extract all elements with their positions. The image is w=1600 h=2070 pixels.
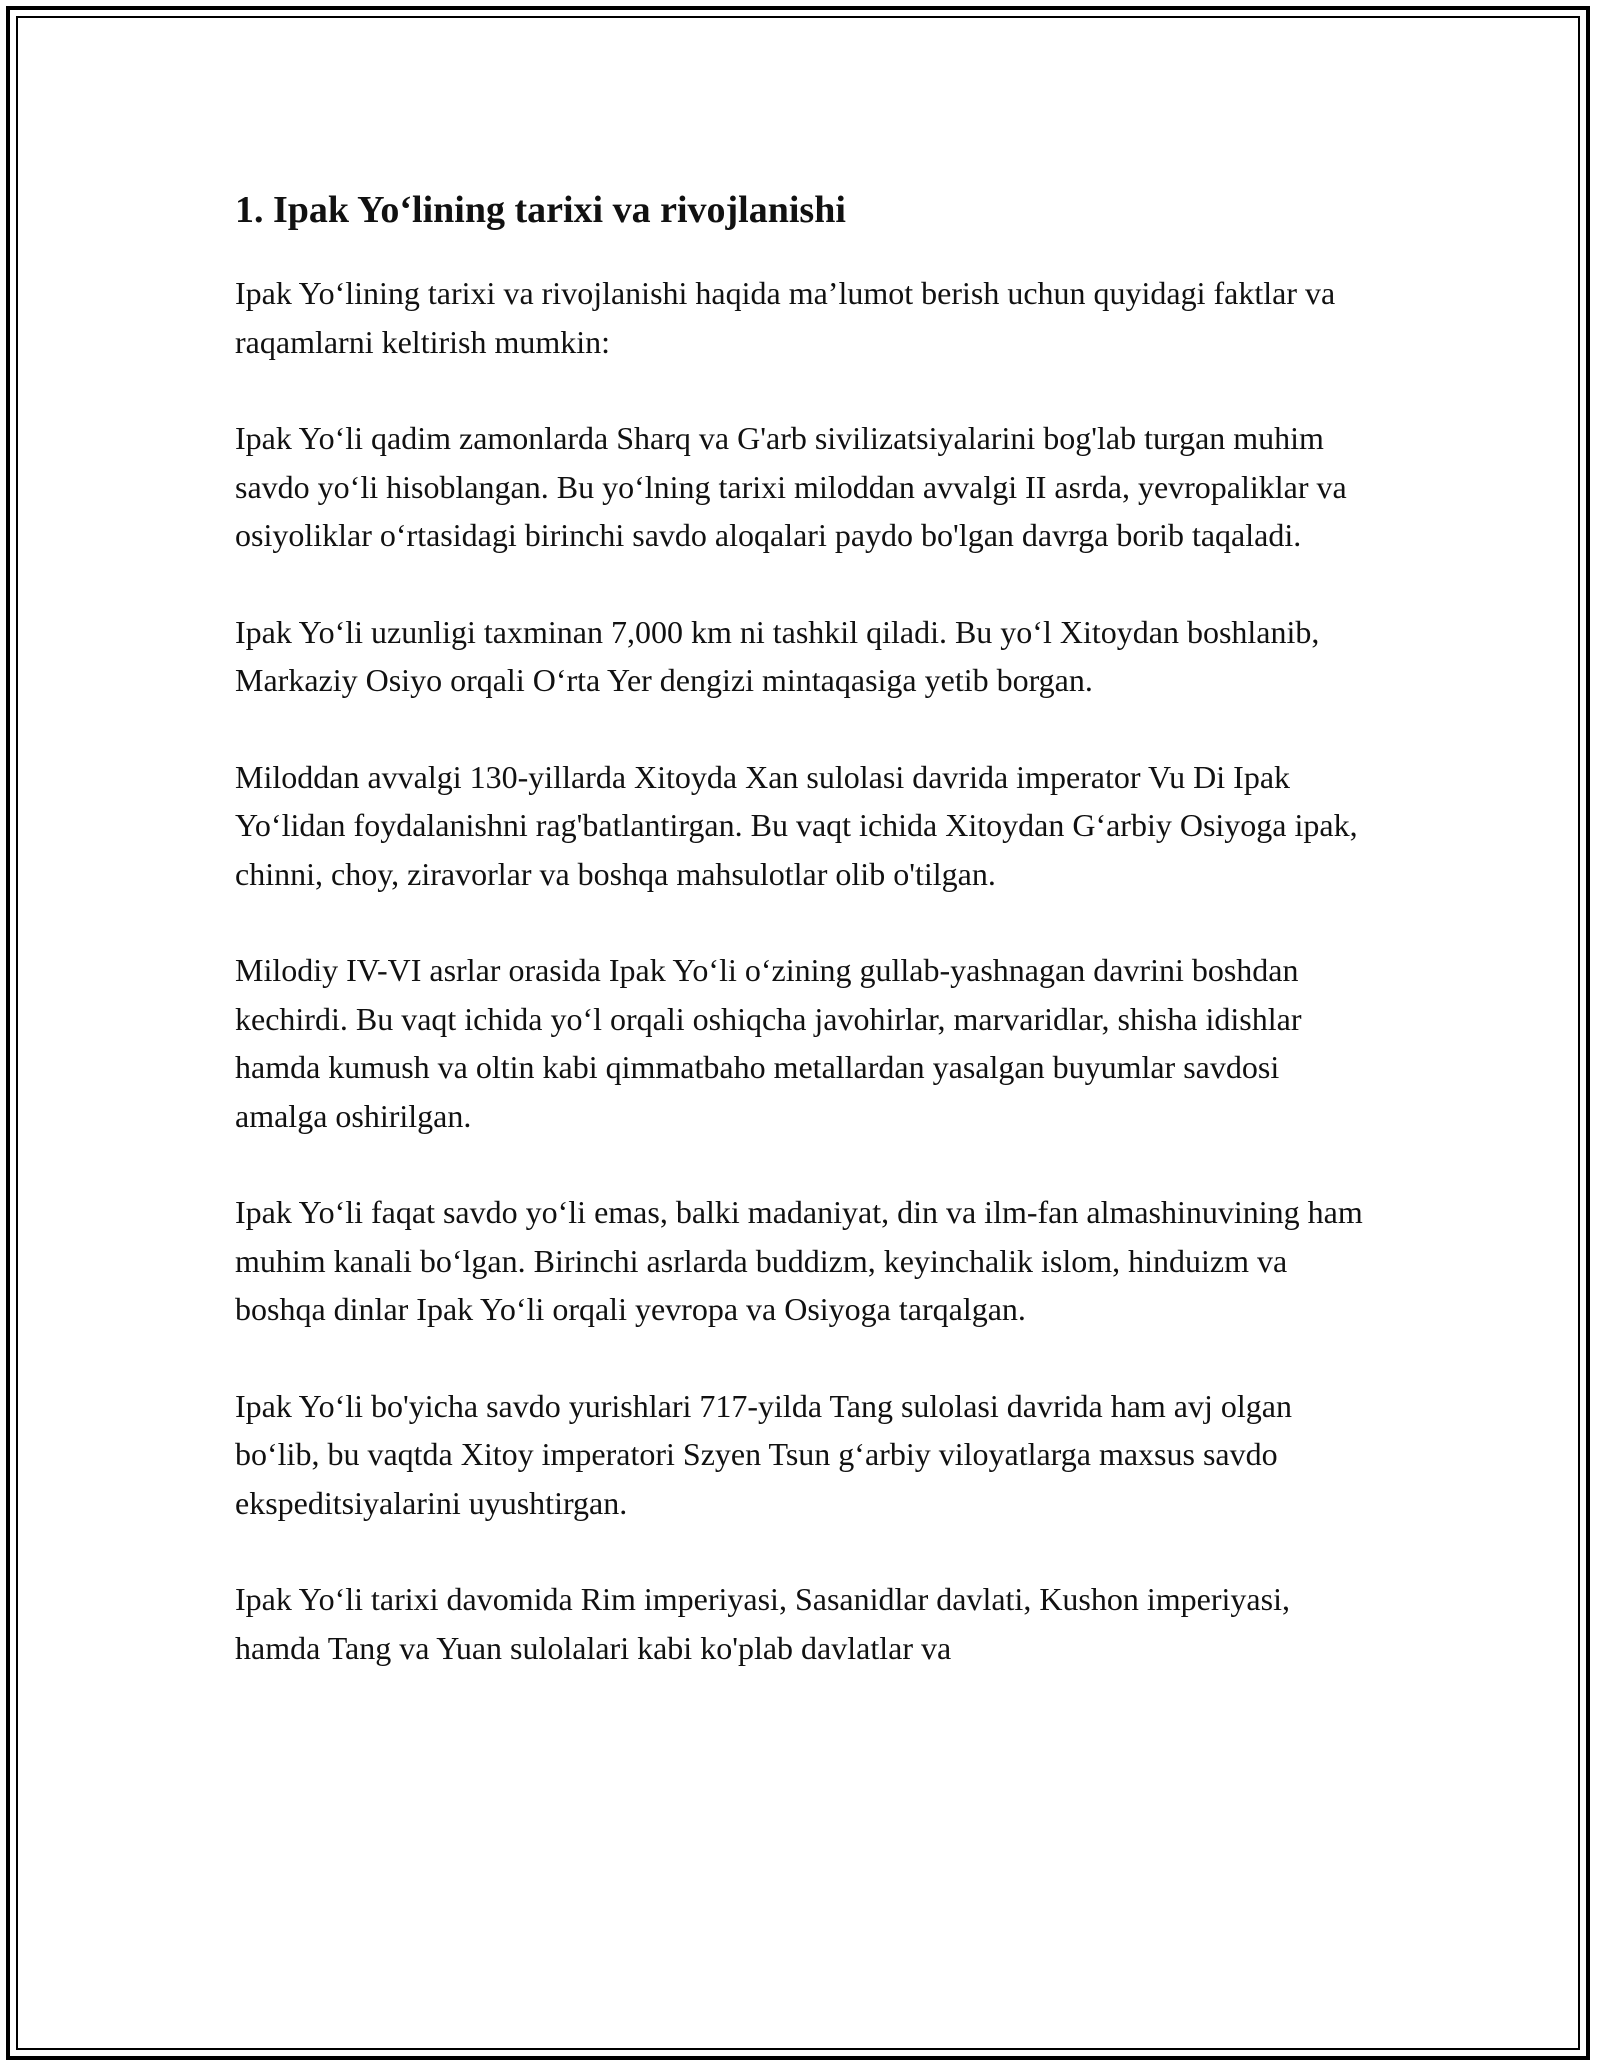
document-body <box>235 185 1375 1720</box>
paragraph-origin: Ipak Yo‘li qadim zamonlarda Sharq va G'arb sivilizatsiyalarini bog'lab turgan muhim savdo yo‘li hisoblangan. Bu yo‘lning tarixi miloddan avvalgi II asrda, yevropaliklar va osiyoliklar o‘rtasidagi birinchi savdo aloqalari paydo bo'lgan davrga borib taqaladi. <box>235 420 1347 553</box>
paragraph-intro: Ipak Yo‘lining tarixi va rivojlanishi haqida ma’lumot berish uchun quyidagi faktlar va raqamlarni keltirish mumkin: <box>235 275 1336 360</box>
paragraph-tang-dynasty: Ipak Yo‘li bo'yicha savdo yurishlari 717-yilda Tang sulolasi davrida ham avj olgan bo‘lib, bu vaqtda Xitoy imperatori Szyen Tsun g‘arbiy viloyatlarga maxsus savdo ekspeditsiyalarini uyushtirgan. <box>235 1387 1292 1521</box>
section-heading: 1. Ipak Yo‘lining tarixi va rivojlanishi <box>235 189 846 231</box>
paragraph-han-dynasty: Miloddan avvalgi 130-yillarda Xitoyda Xan sulolasi davrida imperator Vu Di Ipak Yo‘lidan foydalanishni rag'batlantirgan. Bu vaqt ichida Xitoydan G‘arbiy Osiyoga ipak, chinni, choy, ziravorlar va boshqa mahsulotlar olib o'tilgan. <box>235 758 1358 892</box>
paragraph-golden-age: Milodiy IV-VI asrlar orasida Ipak Yo‘li o‘zining gullab-yashnagan davrini boshdan kechirdi. Bu vaqt ichida yo‘l orqali oshiqcha javohirlar, marvaridlar, shisha idishlar hamda kumush va oltin kabi qimmatbaho metallardan yasalgan buyumlar savdosi amalga oshirilgan. <box>235 952 1302 1134</box>
paragraph-cultural-exchange: Ipak Yo‘li faqat savdo yo‘li emas, balki madaniyat, din va ilm-fan almashinuvining ham muhim kanali bo‘lgan. Birinchi asrlarda buddizm, keyinchalik islom, hinduizm va boshqa dinlar Ipak Yo‘li orqali yevropa va Osiyoga tarqalgan. <box>235 1194 1363 1327</box>
paragraph-length: Ipak Yo‘li uzunligi taxminan 7,000 km ni tashkil qiladi. Bu yo‘l Xitoydan boshlanib, Markaziy Osiyo orqali O‘rta Yer dengizi mintaqasiga yetib borgan. <box>235 613 1320 698</box>
paragraph-states: Ipak Yo‘li tarixi davomida Rim imperiyasi, Sasanidlar davlati, Kushon imperiyasi, hamda Tang va Yuan sulolalari kabi ko'plab davlatlar va <box>235 1581 1290 1666</box>
